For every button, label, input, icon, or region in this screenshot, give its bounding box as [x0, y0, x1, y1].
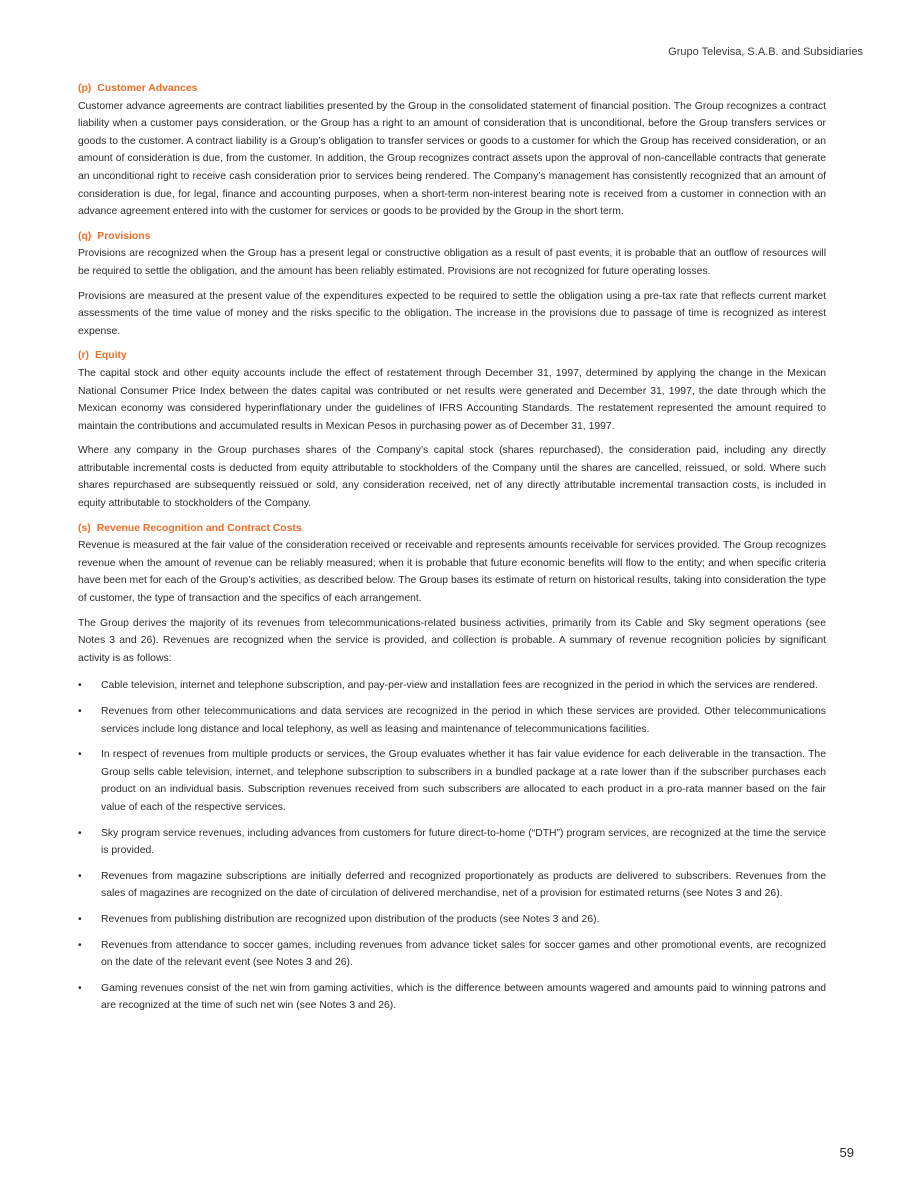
- paragraph: Provisions are measured at the present value of the expenditures expected to be required to settle the obligation using a pre-tax rate that reflects current market assessments of the time value of money and the risks specific to the obligation. The increase in the provisions due to passage of time is recognized as interest expense.: [78, 290, 826, 337]
- bullet-icon: •: [78, 706, 82, 717]
- bullet-icon: •: [78, 680, 82, 692]
- section-title: Equity: [94, 350, 127, 362]
- revenue-policy-list: [78, 677, 826, 1015]
- section-customer-advances: [78, 80, 826, 221]
- section-letter: (s): [78, 522, 91, 534]
- section-heading: [78, 520, 826, 538]
- section-letter: (r): [78, 350, 89, 362]
- list-item-text: In respect of revenues from multiple products or services, the Group evaluates whether it has fair value evidence for each deliverable in the transaction. The Group sells cable television, internet, and telephone subscription to subscribers in a bundled package at a rate lower than if the subscriber purchases each product on an individual basis. Subscription revenues received from such subscribers are allocated to each product in a pro-rata manner based on the fair value of each of the respective services.: [101, 749, 826, 813]
- paragraph: Revenue is measured at the fair value of the consideration received or receivable and represents amounts receivable for services provided. The Group recognizes revenue when the amount of revenue can be reliably measured; when it is probable that future economic benefits will flow to the entity; and when specific criteria have been met for each of the Group’s activities, as described below. The Group bases its estimate of return on historical results, taking into consideration the type of customer, the type of transaction and the specifics of each arrangement.: [78, 540, 826, 605]
- section-heading: [78, 80, 826, 98]
- paragraph: Where any company in the Group purchases shares of the Company’s capital stock (shares repurchased), the consideration paid, including any directly attributable incremental costs is deducted from equity attributable to stockholders of the Company until the shares are cancelled, reissued, or sold. Where such shares repurchased are subsequently reissued or sold, any consideration received, net of any directly attributable incremental transaction costs, is included in equity attributable to stockholders of the Company.: [78, 445, 826, 510]
- section-revenue-recognition: [78, 520, 826, 1015]
- bullet-icon: •: [78, 749, 82, 761]
- list-item-text: Revenues from attendance to soccer games, including revenues from advance ticket sales for soccer games and other promotional events, are recognized on the date of the relevant event (see Notes 3 and 26).: [101, 939, 826, 969]
- list-item: [78, 868, 826, 903]
- paragraph: The capital stock and other equity accounts include the effect of restatement through December 31, 1997, determined by applying the change in the Mexican National Consumer Price Index between the dates capital was contributed or net results were generated and December 31, 1997, the date through which the Mexican economy was considered hyperinflationary under the guidelines of IFRS Accounting Standards. The restatement represented the amount required to maintain the contributions and accumulated results in Mexican Pesos in purchasing power as of December 31, 1997.: [78, 367, 826, 432]
- list-item-text: Sky program service revenues, including advances from customers for future direct-to-home (“DTH”) program services, are recognized at the time the service is provided.: [101, 827, 826, 857]
- bullet-icon: •: [78, 939, 82, 951]
- bullet-icon: •: [78, 982, 82, 994]
- list-item: [78, 746, 826, 816]
- bullet-icon: •: [78, 913, 82, 925]
- document-body: [78, 80, 826, 1023]
- section-equity: [78, 347, 826, 512]
- list-item: [78, 911, 826, 929]
- section-heading: [78, 228, 826, 246]
- page-header: Grupo Televisa, S.A.B. and Subsidiaries: [668, 46, 863, 58]
- list-item: [78, 825, 826, 860]
- list-item: [78, 703, 826, 738]
- paragraph: The Group derives the majority of its revenues from telecommunications-related business activities, primarily from its Cable and Sky segment operations (see Notes 3 and 26). Revenues are recognized when the service is provided, and collection is probable. A summary of revenue recognition policies by significant activity is as follows:: [78, 617, 826, 664]
- list-item-text: Gaming revenues consist of the net win from gaming activities, which is the difference between amounts wagered and amounts paid to winning patrons and are recognized at the time of such net win (see Notes 3 and 26).: [101, 982, 826, 1012]
- section-heading: [78, 347, 826, 365]
- list-item-text: Revenues from magazine subscriptions are initially deferred and recognized proportionately as products are delivered to subscribers. Revenues from the sales of magazines are recognized on the date of circulation of delivered merchandise, net of a provision for estimated returns (see Notes 3 and 26).: [101, 870, 826, 900]
- section-title: Customer Advances: [97, 83, 198, 94]
- list-item-text: Revenues from other telecommunications and data services are recognized in the period in which these services are provided. Other telecommunications services include long distance and local telephony, as well as leasing and maintenance of telecommunications facilities.: [101, 706, 826, 735]
- bullet-icon: •: [78, 870, 82, 882]
- list-item: [78, 937, 826, 972]
- section-letter: (p): [78, 83, 92, 94]
- section-letter: (q): [78, 230, 92, 242]
- section-title: Revenue Recognition and Contract Costs: [96, 522, 302, 534]
- section-title: Provisions: [97, 230, 151, 242]
- section-provisions: [78, 228, 826, 341]
- page-number: 59: [839, 1145, 854, 1160]
- bullet-icon: •: [78, 827, 82, 839]
- list-item-text: Revenues from publishing distribution are recognized upon distribution of the products (see Notes 3 and 26).: [101, 913, 600, 925]
- list-item: [78, 980, 826, 1015]
- list-item: [78, 677, 826, 695]
- paragraph: Customer advance agreements are contract liabilities presented by the Group in the consolidated statement of financial position. The Group recognizes a contract liability when a customer pays consideration, or the Group has a right to an amount of consideration that is unconditional, before the Group transfers services or goods to the customer. A contract liability is a Group’s obligation to transfer services or goods to a customer for which the Group has received consideration, or an amount of consideration is due, from the customer. In addition, the Group recognizes contract assets upon the approval of non-cancellable contracts that generate an unconditional right to receive cash consideration prior to services being rendered. The Company’s management has consistently recognized that an amount of consideration is due, for legal, finance and accounting purposes, when a short-term non-interest bearing note is received from a customer in connection with an advance agreement entered into with the customer for services or goods to be provided by the Group in the short term.: [78, 100, 826, 218]
- list-item-text: Cable television, internet and telephone subscription, and pay-per-view and installation fees are recognized in the period in which the services are rendered.: [101, 680, 818, 692]
- paragraph: Provisions are recognized when the Group has a present legal or constructive obligation as a result of past events, it is probable that an outflow of resources will be required to settle the obligation, and the amount has been reliably estimated. Provisions are not recognized for future operating losses.: [78, 248, 826, 277]
